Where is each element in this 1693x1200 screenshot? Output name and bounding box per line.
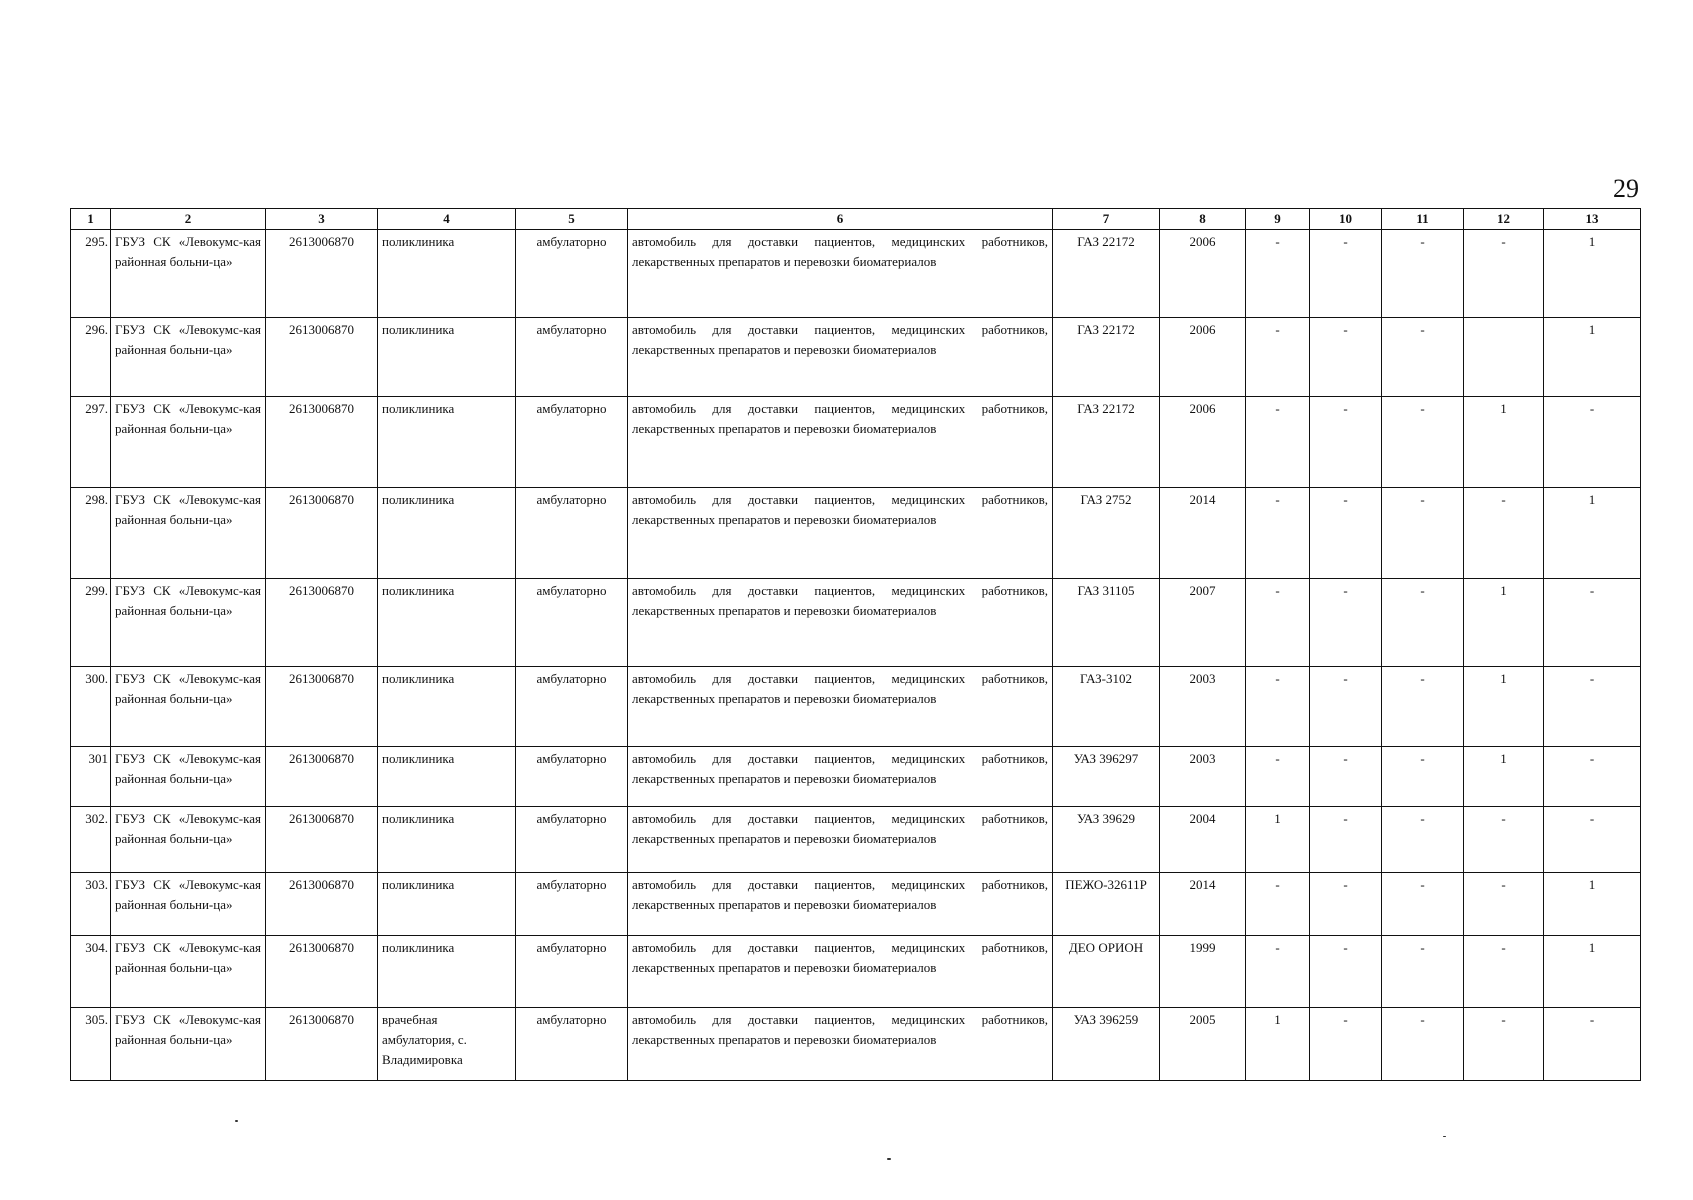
vehicle-purpose-cell: автомобиль для доставки пациентов, медицинских работников, лекарственных препаратов и перевозки биоматериалов [628,230,1053,318]
row-number-cell: 297. [71,397,111,488]
column-9-cell: 1 [1246,807,1310,873]
column-13-cell: - [1544,1008,1641,1081]
care-mode-cell: амбулаторно [516,807,628,873]
column-11-cell: - [1382,397,1464,488]
column-11-cell: - [1382,747,1464,807]
table-row [71,667,1641,747]
organization-cell: ГБУЗ СК «Левокумс-кая районная больни-ца» [111,230,266,318]
column-10-cell: - [1310,873,1382,936]
inn-cell: 2613006870 [266,579,378,667]
column-9-cell: - [1246,488,1310,579]
manufacture-year-cell: 2007 [1160,579,1246,667]
column-9-cell: - [1246,667,1310,747]
table-row [71,579,1641,667]
column-10-cell: - [1310,397,1382,488]
column-12-cell: - [1464,230,1544,318]
column-12-cell: - [1464,873,1544,936]
table-row [71,397,1641,488]
column-11-cell: - [1382,318,1464,397]
vehicle-model-cell: ГАЗ 22172 [1053,230,1160,318]
column-header-11: 11 [1382,209,1464,230]
column-13-cell: 1 [1544,318,1641,397]
column-13-cell: 1 [1544,230,1641,318]
vehicle-purpose-cell: автомобиль для доставки пациентов, медицинских работников, лекарственных препаратов и перевозки биоматериалов [628,936,1053,1008]
manufacture-year-cell: 2003 [1160,667,1246,747]
column-11-cell: - [1382,230,1464,318]
column-13-cell: - [1544,807,1641,873]
scan-speck [235,1120,238,1122]
department-cell: поликлиника [378,873,516,936]
column-13-cell: 1 [1544,488,1641,579]
vehicle-registry-table [70,208,1641,1081]
organization-cell: ГБУЗ СК «Левокумс-кая районная больни-ца» [111,873,266,936]
column-10-cell: - [1310,488,1382,579]
vehicle-model-cell: ГАЗ-3102 [1053,667,1160,747]
care-mode-cell: амбулаторно [516,936,628,1008]
organization-cell: ГБУЗ СК «Левокумс-кая районная больни-ца» [111,667,266,747]
column-header-9: 9 [1246,209,1310,230]
department-cell: поликлиника [378,807,516,873]
inn-cell: 2613006870 [266,747,378,807]
vehicle-model-cell: ГАЗ 2752 [1053,488,1160,579]
table-row [71,936,1641,1008]
table-row [71,747,1641,807]
header-row [71,209,1641,230]
column-11-cell: - [1382,488,1464,579]
department-cell: поликлиника [378,579,516,667]
vehicle-purpose-cell: автомобиль для доставки пациентов, медицинских работников, лекарственных препаратов и перевозки биоматериалов [628,318,1053,397]
manufacture-year-cell: 2014 [1160,488,1246,579]
care-mode-cell: амбулаторно [516,397,628,488]
column-header-4: 4 [378,209,516,230]
row-number-cell: 302. [71,807,111,873]
inn-cell: 2613006870 [266,807,378,873]
row-number-cell: 295. [71,230,111,318]
row-number-cell: 300. [71,667,111,747]
organization-cell: ГБУЗ СК «Левокумс-кая районная больни-ца» [111,318,266,397]
department-cell: поликлиника [378,488,516,579]
vehicle-model-cell: ГАЗ 31105 [1053,579,1160,667]
table-row [71,318,1641,397]
manufacture-year-cell: 2006 [1160,318,1246,397]
column-13-cell: - [1544,397,1641,488]
vehicle-purpose-cell: автомобиль для доставки пациентов, медицинских работников, лекарственных препаратов и перевозки биоматериалов [628,747,1053,807]
column-9-cell: 1 [1246,1008,1310,1081]
column-11-cell: - [1382,873,1464,936]
inn-cell: 2613006870 [266,936,378,1008]
organization-cell: ГБУЗ СК «Левокумс-кая районная больни-ца» [111,397,266,488]
manufacture-year-cell: 2003 [1160,747,1246,807]
column-13-cell: 1 [1544,936,1641,1008]
manufacture-year-cell: 1999 [1160,936,1246,1008]
department-cell: поликлиника [378,230,516,318]
row-number-cell: 296. [71,318,111,397]
column-11-cell: - [1382,667,1464,747]
column-12-cell: - [1464,488,1544,579]
vehicle-model-cell: УАЗ 396297 [1053,747,1160,807]
column-header-10: 10 [1310,209,1382,230]
vehicle-purpose-cell: автомобиль для доставки пациентов, медицинских работников, лекарственных препаратов и перевозки биоматериалов [628,667,1053,747]
column-10-cell: - [1310,747,1382,807]
column-10-cell: - [1310,667,1382,747]
column-12-cell: 1 [1464,397,1544,488]
column-header-6: 6 [628,209,1053,230]
column-9-cell: - [1246,936,1310,1008]
care-mode-cell: амбулаторно [516,579,628,667]
department-cell: поликлиника [378,747,516,807]
manufacture-year-cell: 2006 [1160,397,1246,488]
column-header-13: 13 [1544,209,1641,230]
care-mode-cell: амбулаторно [516,488,628,579]
row-number-cell: 304. [71,936,111,1008]
scan-speck [1443,1136,1446,1137]
column-11-cell: - [1382,936,1464,1008]
column-9-cell: - [1246,579,1310,667]
column-9-cell: - [1246,230,1310,318]
vehicle-purpose-cell: автомобиль для доставки пациентов, медицинских работников, лекарственных препаратов и перевозки биоматериалов [628,807,1053,873]
care-mode-cell: амбулаторно [516,667,628,747]
inn-cell: 2613006870 [266,488,378,579]
table-row [71,1008,1641,1081]
column-10-cell: - [1310,579,1382,667]
care-mode-cell: амбулаторно [516,230,628,318]
manufacture-year-cell: 2014 [1160,873,1246,936]
care-mode-cell: амбулаторно [516,318,628,397]
column-13-cell: - [1544,667,1641,747]
column-header-1: 1 [71,209,111,230]
vehicle-purpose-cell: автомобиль для доставки пациентов, медицинских работников, лекарственных препаратов и перевозки биоматериалов [628,579,1053,667]
column-11-cell: - [1382,579,1464,667]
column-header-8: 8 [1160,209,1246,230]
column-9-cell: - [1246,318,1310,397]
column-10-cell: - [1310,1008,1382,1081]
column-12-cell: - [1464,1008,1544,1081]
row-number-cell: 305. [71,1008,111,1081]
vehicle-purpose-cell: автомобиль для доставки пациентов, медицинских работников, лекарственных препаратов и перевозки биоматериалов [628,488,1053,579]
table-row [71,230,1641,318]
column-header-3: 3 [266,209,378,230]
column-11-cell: - [1382,807,1464,873]
row-number-cell: 298. [71,488,111,579]
department-cell: врачебная амбулатория, с. Владимировка [378,1008,516,1081]
vehicle-purpose-cell: автомобиль для доставки пациентов, медицинских работников, лекарственных препаратов и перевозки биоматериалов [628,1008,1053,1081]
vehicle-model-cell: ДЕО ОРИОН [1053,936,1160,1008]
department-cell: поликлиника [378,667,516,747]
column-header-7: 7 [1053,209,1160,230]
column-13-cell: - [1544,747,1641,807]
column-10-cell: - [1310,230,1382,318]
column-9-cell: - [1246,397,1310,488]
vehicle-model-cell: ГАЗ 22172 [1053,318,1160,397]
inn-cell: 2613006870 [266,397,378,488]
column-11-cell: - [1382,1008,1464,1081]
inn-cell: 2613006870 [266,1008,378,1081]
column-12-cell: 1 [1464,667,1544,747]
table-row [71,488,1641,579]
inn-cell: 2613006870 [266,667,378,747]
column-10-cell: - [1310,318,1382,397]
scan-speck [887,1158,891,1160]
row-number-cell: 301 [71,747,111,807]
vehicle-purpose-cell: автомобиль для доставки пациентов, медицинских работников, лекарственных препаратов и перевозки биоматериалов [628,397,1053,488]
manufacture-year-cell: 2006 [1160,230,1246,318]
column-12-cell: 1 [1464,579,1544,667]
department-cell: поликлиника [378,318,516,397]
vehicle-model-cell: УАЗ 396259 [1053,1008,1160,1081]
care-mode-cell: амбулаторно [516,747,628,807]
column-13-cell: 1 [1544,873,1641,936]
organization-cell: ГБУЗ СК «Левокумс-кая районная больни-ца» [111,747,266,807]
department-cell: поликлиника [378,936,516,1008]
table-body [71,230,1641,1081]
organization-cell: ГБУЗ СК «Левокумс-кая районная больни-ца» [111,1008,266,1081]
column-9-cell: - [1246,747,1310,807]
vehicle-model-cell: УАЗ 39629 [1053,807,1160,873]
care-mode-cell: амбулаторно [516,1008,628,1081]
vehicle-purpose-cell: автомобиль для доставки пациентов, медицинских работников, лекарственных препаратов и перевозки биоматериалов [628,873,1053,936]
column-12-cell [1464,318,1544,397]
column-10-cell: - [1310,936,1382,1008]
row-number-cell: 299. [71,579,111,667]
table-row [71,873,1641,936]
column-header-12: 12 [1464,209,1544,230]
column-13-cell: - [1544,579,1641,667]
column-9-cell: - [1246,873,1310,936]
table-row [71,807,1641,873]
inn-cell: 2613006870 [266,230,378,318]
care-mode-cell: амбулаторно [516,873,628,936]
column-12-cell: - [1464,936,1544,1008]
organization-cell: ГБУЗ СК «Левокумс-кая районная больни-ца» [111,936,266,1008]
vehicle-model-cell: ГАЗ 22172 [1053,397,1160,488]
organization-cell: ГБУЗ СК «Левокумс-кая районная больни-ца» [111,807,266,873]
inn-cell: 2613006870 [266,873,378,936]
organization-cell: ГБУЗ СК «Левокумс-кая районная больни-ца» [111,488,266,579]
manufacture-year-cell: 2004 [1160,807,1246,873]
organization-cell: ГБУЗ СК «Левокумс-кая районная больни-ца» [111,579,266,667]
department-cell: поликлиника [378,397,516,488]
column-10-cell: - [1310,807,1382,873]
column-12-cell: 1 [1464,747,1544,807]
page-number: 29 [1613,174,1639,203]
vehicle-model-cell: ПЕЖО-32611Р [1053,873,1160,936]
inn-cell: 2613006870 [266,318,378,397]
column-header-5: 5 [516,209,628,230]
column-header-2: 2 [111,209,266,230]
manufacture-year-cell: 2005 [1160,1008,1246,1081]
column-12-cell: - [1464,807,1544,873]
row-number-cell: 303. [71,873,111,936]
